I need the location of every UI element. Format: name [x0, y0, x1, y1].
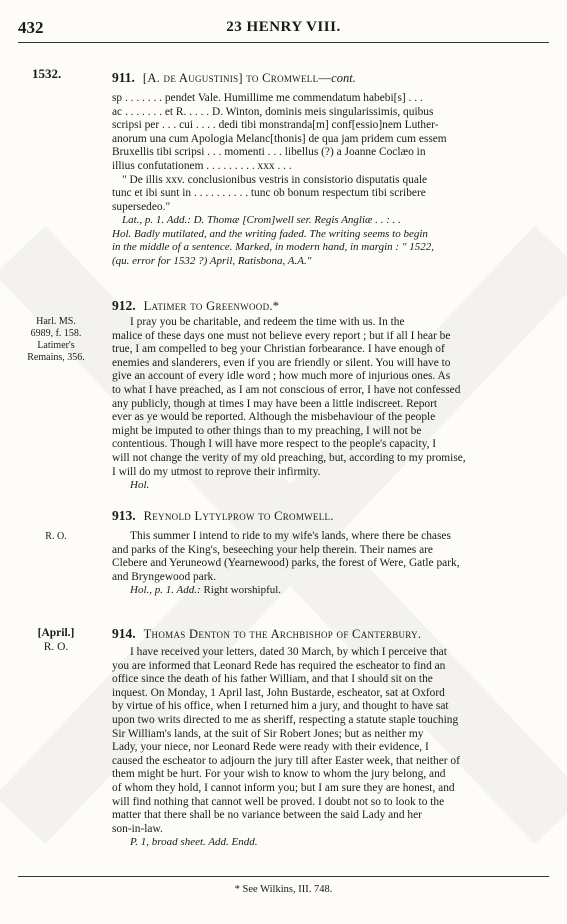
- note-line: Hol. Badly mutilated, and the writing faded. The writing seems to begin: [112, 227, 428, 240]
- header-rule: [18, 42, 549, 43]
- entry-number: 912.: [112, 298, 136, 313]
- text-line: enemies and slanderers, even if you are friendly or silent. You will have to: [112, 356, 451, 369]
- text-line: Lady, your niece, nor Leonard Rede were ready with their evidence, I: [112, 741, 429, 754]
- source-line: Harl. MS.: [36, 316, 76, 327]
- text-line: I pray you be charitable, and redeem the time with us. In the: [130, 316, 405, 328]
- text-line: scripsi per . . . cui . . . . dedi tibi monstranda[m] conf[essio]nem Luther-: [112, 119, 439, 132]
- note-rest: Right worshipful.: [200, 584, 282, 597]
- text-line: tunc et ibi sunt in . . . . . . . . . . tunc ob bonum respectum tibi scribere: [112, 187, 426, 200]
- entry-912-body: [112, 316, 553, 493]
- text-line: Sir William's lands, at the suit of Sir Robert Jones; but as neither my: [112, 727, 424, 740]
- text-line: will find nothing that cannot well be proved. I doubt not so to look to the: [112, 795, 445, 808]
- entry-number: 914.: [112, 626, 136, 641]
- text-line: I will do my utmost to reprove their infirmity.: [112, 465, 321, 478]
- note-line: Hol.: [130, 479, 150, 492]
- text-line: I have received your letters, dated 30 March, by which I perceive that: [130, 646, 447, 658]
- text-line: inquest. On Monday, 1 April last, John Bustarde, escheator, sat at Oxford: [112, 686, 445, 699]
- source-line: R. O.: [45, 531, 67, 542]
- source-line: R. O.: [43, 641, 69, 653]
- footnote: * See Wilkins, III. 748.: [234, 884, 333, 895]
- text-line: contentious. Though I will have more respect to the people's capacity, I: [112, 438, 437, 451]
- note-line: in the middle of a sentence. Marked, in modern hand, in margin : " 1522,: [112, 241, 434, 254]
- note-label: Hol., p. 1. Add.:: [130, 584, 201, 597]
- entry-911-body: [112, 92, 553, 268]
- text-line: and parks of the King's, beseeching your help therein. Their names are: [112, 543, 433, 556]
- text-line: to what I have preached, as I am not conscious of error, I have not confessed: [112, 383, 461, 396]
- entry-911-heading: [112, 70, 356, 86]
- source-line: 6989, f. 158.: [30, 328, 82, 339]
- entry-914-source: [10, 626, 102, 654]
- entry-title: Reynold Lytylprow to Cromwell.: [143, 509, 334, 523]
- text-line: caused the escheator to adjourn the jury till after Easter week, that neither of: [112, 754, 460, 767]
- text-line: of whom they hold, I cannot inform you; but I am sure they are honest, and: [112, 781, 455, 794]
- text-line: ac . . . . . . . et R. . . . . D. Winton, dominis meis singularissimis, quibus: [112, 105, 434, 118]
- text-line: son-in-law.: [112, 822, 163, 835]
- source-line: Remains, 356.: [27, 352, 85, 363]
- entry-913-heading: [112, 508, 334, 524]
- text-line: by virtue of his office, when I returned him a jury, and thought to have sat: [112, 700, 449, 713]
- page-number: 432: [18, 18, 44, 37]
- text-line: might be imputed to other things than to my preaching, I will not be: [112, 424, 422, 437]
- text-line: sp . . . . . . . pendet Vale. Humillime me commendatum habebi[s] . . .: [112, 92, 423, 104]
- entry-912-source: [10, 316, 102, 364]
- entry-number: 911.: [112, 70, 135, 85]
- text-line: you are informed that Leonard Rede has required the escheator to find an: [112, 659, 446, 672]
- text-line: malice of these days one must not believe every report ; but if all I hear be: [112, 329, 451, 342]
- note-line: [112, 584, 553, 597]
- entry-title: Latimer to Greenwood.*: [143, 299, 280, 313]
- note-line: (qu. error for 1532 ?) April, Ratisbona, A.A.": [112, 254, 312, 267]
- text-line: and Bryngewood park.: [112, 570, 217, 583]
- note-line: Lat., p. 1. Add.: D. Thomæ [Crom]well ser. Regis Angliæ . . : . .: [122, 214, 401, 227]
- text-line: true, I am compelled to beg your Christian forbearance. I have enough of: [112, 343, 445, 356]
- text-line: anorum una cum Apologia Melanc[thonis] de qua jam pridem cum essem: [112, 132, 447, 145]
- entry-title: [A. de Augustinis] to Cromwell—: [142, 71, 332, 85]
- text-line: give an account of every idle word ; how much more of injurious ones. As: [112, 370, 451, 383]
- text-line: will not change the verity of my old preaching, but, according to my promise,: [112, 451, 466, 464]
- entry-914-heading: [112, 626, 421, 642]
- source-line: Latimer's: [37, 340, 75, 351]
- text-line: Clebere and Yeruneowd (Yearnewood) parks, the forest of Were, Gatle park,: [112, 557, 460, 570]
- text-line: them might be hurt. For your wish to know to whom the jury belong, and: [112, 768, 446, 781]
- entry-title: Thomas Denton to the Archbishop of Canterbury.: [143, 627, 422, 641]
- running-head: [18, 18, 549, 38]
- text-line: illius confutationem . . . . . . . . . xxx . . .: [112, 159, 292, 172]
- running-title: 23 HENRY VIII.: [226, 19, 341, 35]
- text-line: office since the death of his father William, and that I should sit on the: [112, 673, 433, 686]
- entry-913-source: [10, 531, 102, 543]
- note-line: P. 1, broad sheet. Add. Endd.: [130, 836, 258, 849]
- entry-913-body: [112, 530, 553, 598]
- footnote-rule: [18, 876, 549, 877]
- text-line: Bruxellis tibi scripsi . . . momenti . . . libellus (?) a Joanne Coclæo in: [112, 146, 426, 159]
- entry-cont: cont.: [331, 71, 356, 85]
- text-line: supersedeo.": [112, 200, 171, 213]
- date-note: [April.]: [37, 627, 75, 639]
- entry-912-heading: [112, 298, 279, 314]
- year-margin-note: 1532.: [32, 66, 62, 81]
- entry-number: 913.: [112, 508, 136, 523]
- text-line: ever as ye would be reported. Although the misbehaviour of the people: [112, 411, 436, 424]
- text-line: " De illis xxv. conclusionibus vestris in consistorio disputatis quale: [122, 173, 428, 186]
- text-line: This summer I intend to ride to my wife's lands, where there be chases: [130, 530, 451, 542]
- text-line: upon two writs directed to me as sheriff, respecting a statute staple touching: [112, 713, 459, 726]
- text-line: matter that there shall be no variance between the said Lady and her: [112, 809, 422, 822]
- text-line: any publicly, though at times I may have been a little indiscreet. Report: [112, 397, 438, 410]
- entry-914-body: [112, 646, 553, 850]
